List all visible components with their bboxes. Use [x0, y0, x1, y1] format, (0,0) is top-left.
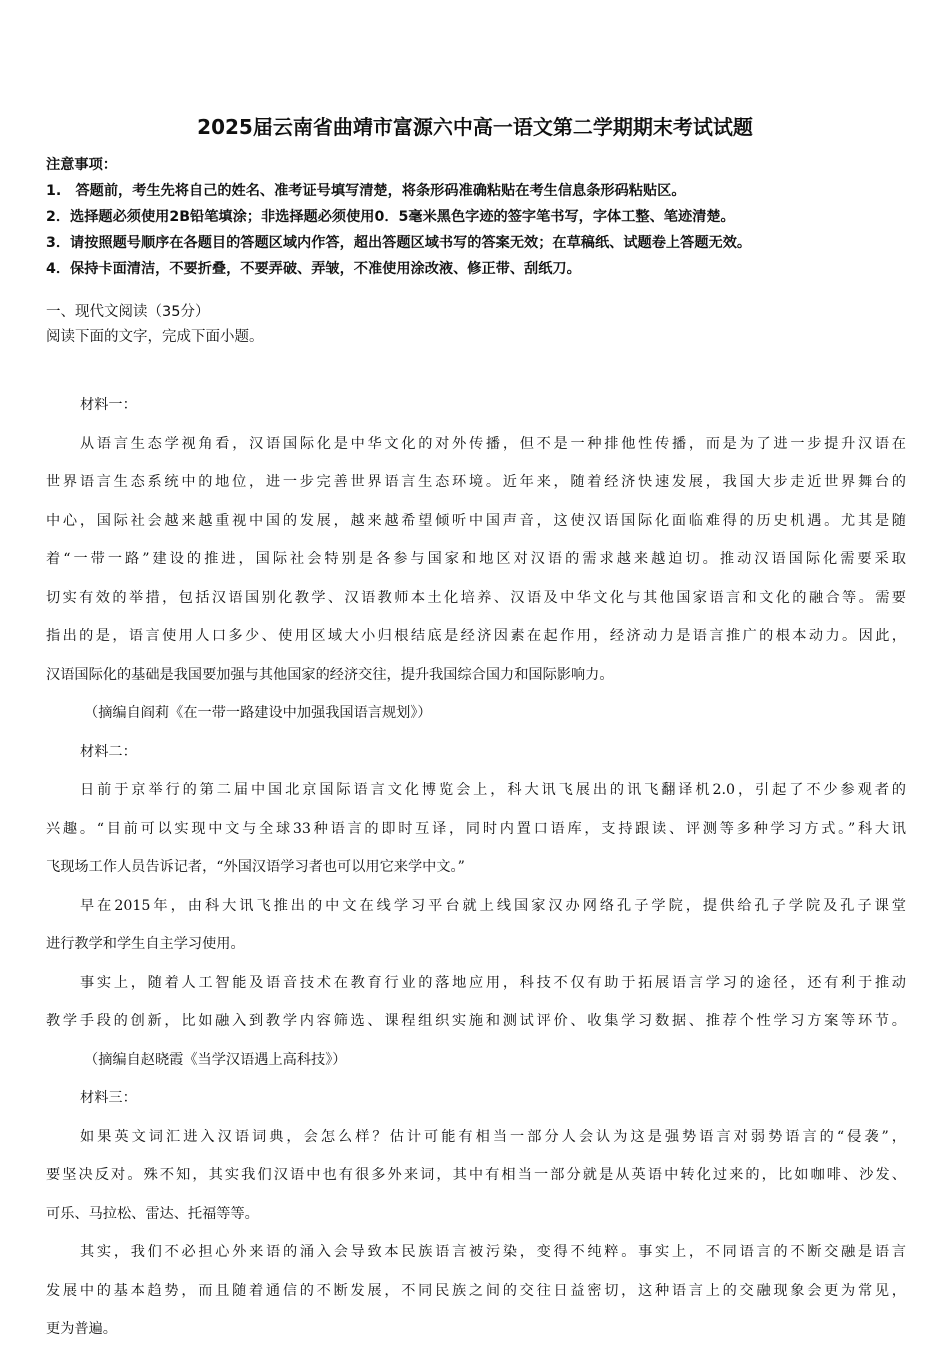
- passage-line: 世界语言生态系统中的地位，进一步完善世界语言生态环境。近年来，随着经济快速发展，我国大步走近世界舞台的: [46, 474, 906, 490]
- notice-heading: 注意事项：: [46, 157, 117, 173]
- passage-line: 事实上，随着人工智能及语音技术在教育行业的落地应用，科技不仅有助于拓展语言学习的途径，还有利于推动: [80, 974, 906, 991]
- passage-line: 进行教学和学生自主学习使用。: [46, 936, 245, 952]
- passage-line: 如果英文词汇进入汉语词典，会怎么样？估计可能有相当一部分人会认为这是强势语言对弱势语言的“侵袭”，: [80, 1128, 906, 1145]
- passage-line: 指出的是，语言使用人口多少、使用区域大小归根结底是经济因素在起作用，经济动力是语言推广的根本动力。因此，: [46, 628, 906, 644]
- notice-item: 2．选择题必须使用2B铅笔填涂；非选择题必须使用0．5毫米黑色字迹的签字笔书写，字体工整、笔迹清楚。: [46, 209, 735, 225]
- source-citation: （摘编自赵晓霞《当学汉语遇上高科技》）: [84, 1051, 347, 1068]
- passage-line: 更为普遍。: [46, 1321, 117, 1337]
- passage-line: 教学手段的创新，比如融入到教学内容筛选、课程组织实施和测试评价、收集学习数据、推荐个性学习方案等环节。: [46, 1013, 906, 1029]
- passage-line: 着“一带一路”建设的推进，国际社会特别是各参与国家和地区对汉语的需求越来越迫切。推动汉语国际化需要采取: [46, 551, 906, 567]
- passage-line: 飞现场工作人员告诉记者，“外国汉语学习者也可以用它来学中文。”: [46, 859, 465, 875]
- notice-block: [46, 152, 916, 282]
- passage-line: 兴趣。“目前可以实现中文与全球33种语言的即时互译，同时内置口语库，支持跟读、评测等多种学习方式。”科大讯: [46, 820, 906, 837]
- section-heading: 一、现代文阅读（35分）: [46, 304, 210, 320]
- notice-item: 3．请按照题号顺序在各题目的答题区域内作答，超出答题区域书写的答案无效；在草稿纸、试题卷上答题无效。: [46, 235, 752, 251]
- notice-item: 4．保持卡面清洁，不要折叠，不要弄破、弄皱，不准使用涂改液、修正带、刮纸刀。: [46, 261, 581, 277]
- source-citation: （摘编自阎莉《在一带一路建设中加强我国语言规划》）: [84, 705, 432, 721]
- passage-line: 可乐、马拉松、雷达、托福等等。: [46, 1205, 259, 1222]
- passage-line: 发展中的基本趋势，而且随着通信的不断发展，不同民族之间的交往日益密切，这种语言上的交融现象会更为常见，: [46, 1282, 906, 1299]
- reading-passage: [46, 386, 906, 1349]
- passage-line: 日前于京举行的第二届中国北京国际语言文化博览会上，科大讯飞展出的讯飞翻译机2.0，引起了不少参观者的: [80, 782, 906, 798]
- passage-line: 中心，国际社会越来越重视中国的发展，越来越希望倾听中国声音，这使汉语国际化面临难得的历史机遇。尤其是随: [46, 512, 906, 529]
- passage-line: 早在2015年，由科大讯飞推出的中文在线学习平台就上线国家汉办网络孔子学院，提供给孔子学院及孔子课堂: [80, 897, 906, 914]
- passage-line: 从语言生态学视角看，汉语国际化是中华文化的对外传播，但不是一种排他性传播，而是为了进一步提升汉语在: [80, 435, 906, 452]
- passage-line: 要坚决反对。殊不知，其实我们汉语中也有很多外来词，其中有相当一部分就是从英语中转化过来的，比如咖啡、沙发、: [46, 1167, 906, 1183]
- material-label: 材料一：: [80, 397, 137, 413]
- passage-line: 其实，我们不必担心外来语的涌入会导致本民族语言被污染，变得不纯粹。事实上，不同语言的不断交融是语言: [80, 1244, 906, 1260]
- passage-line: 汉语国际化的基础是我国要加强与其他国家的经济交往，提升我国综合国力和国际影响力。: [46, 666, 614, 683]
- section-intro: 阅读下面的文字，完成下面小题。: [46, 329, 264, 345]
- material-label: 材料二：: [80, 743, 137, 760]
- page-title: 2025届云南省曲靖市富源六中高一语文第二学期期末考试试题: [197, 115, 753, 139]
- material-label: 材料三：: [80, 1090, 137, 1106]
- passage-line: 切实有效的举措，包括汉语国别化教学、汉语教师本土化培养、汉语及中华文化与其他国家语言和文化的融合等。需要: [46, 589, 906, 606]
- notice-item: 1. 答题前，考生先将自己的姓名、准考证号填写清楚，将条形码准确粘贴在考生信息条形码粘贴区。: [46, 183, 686, 199]
